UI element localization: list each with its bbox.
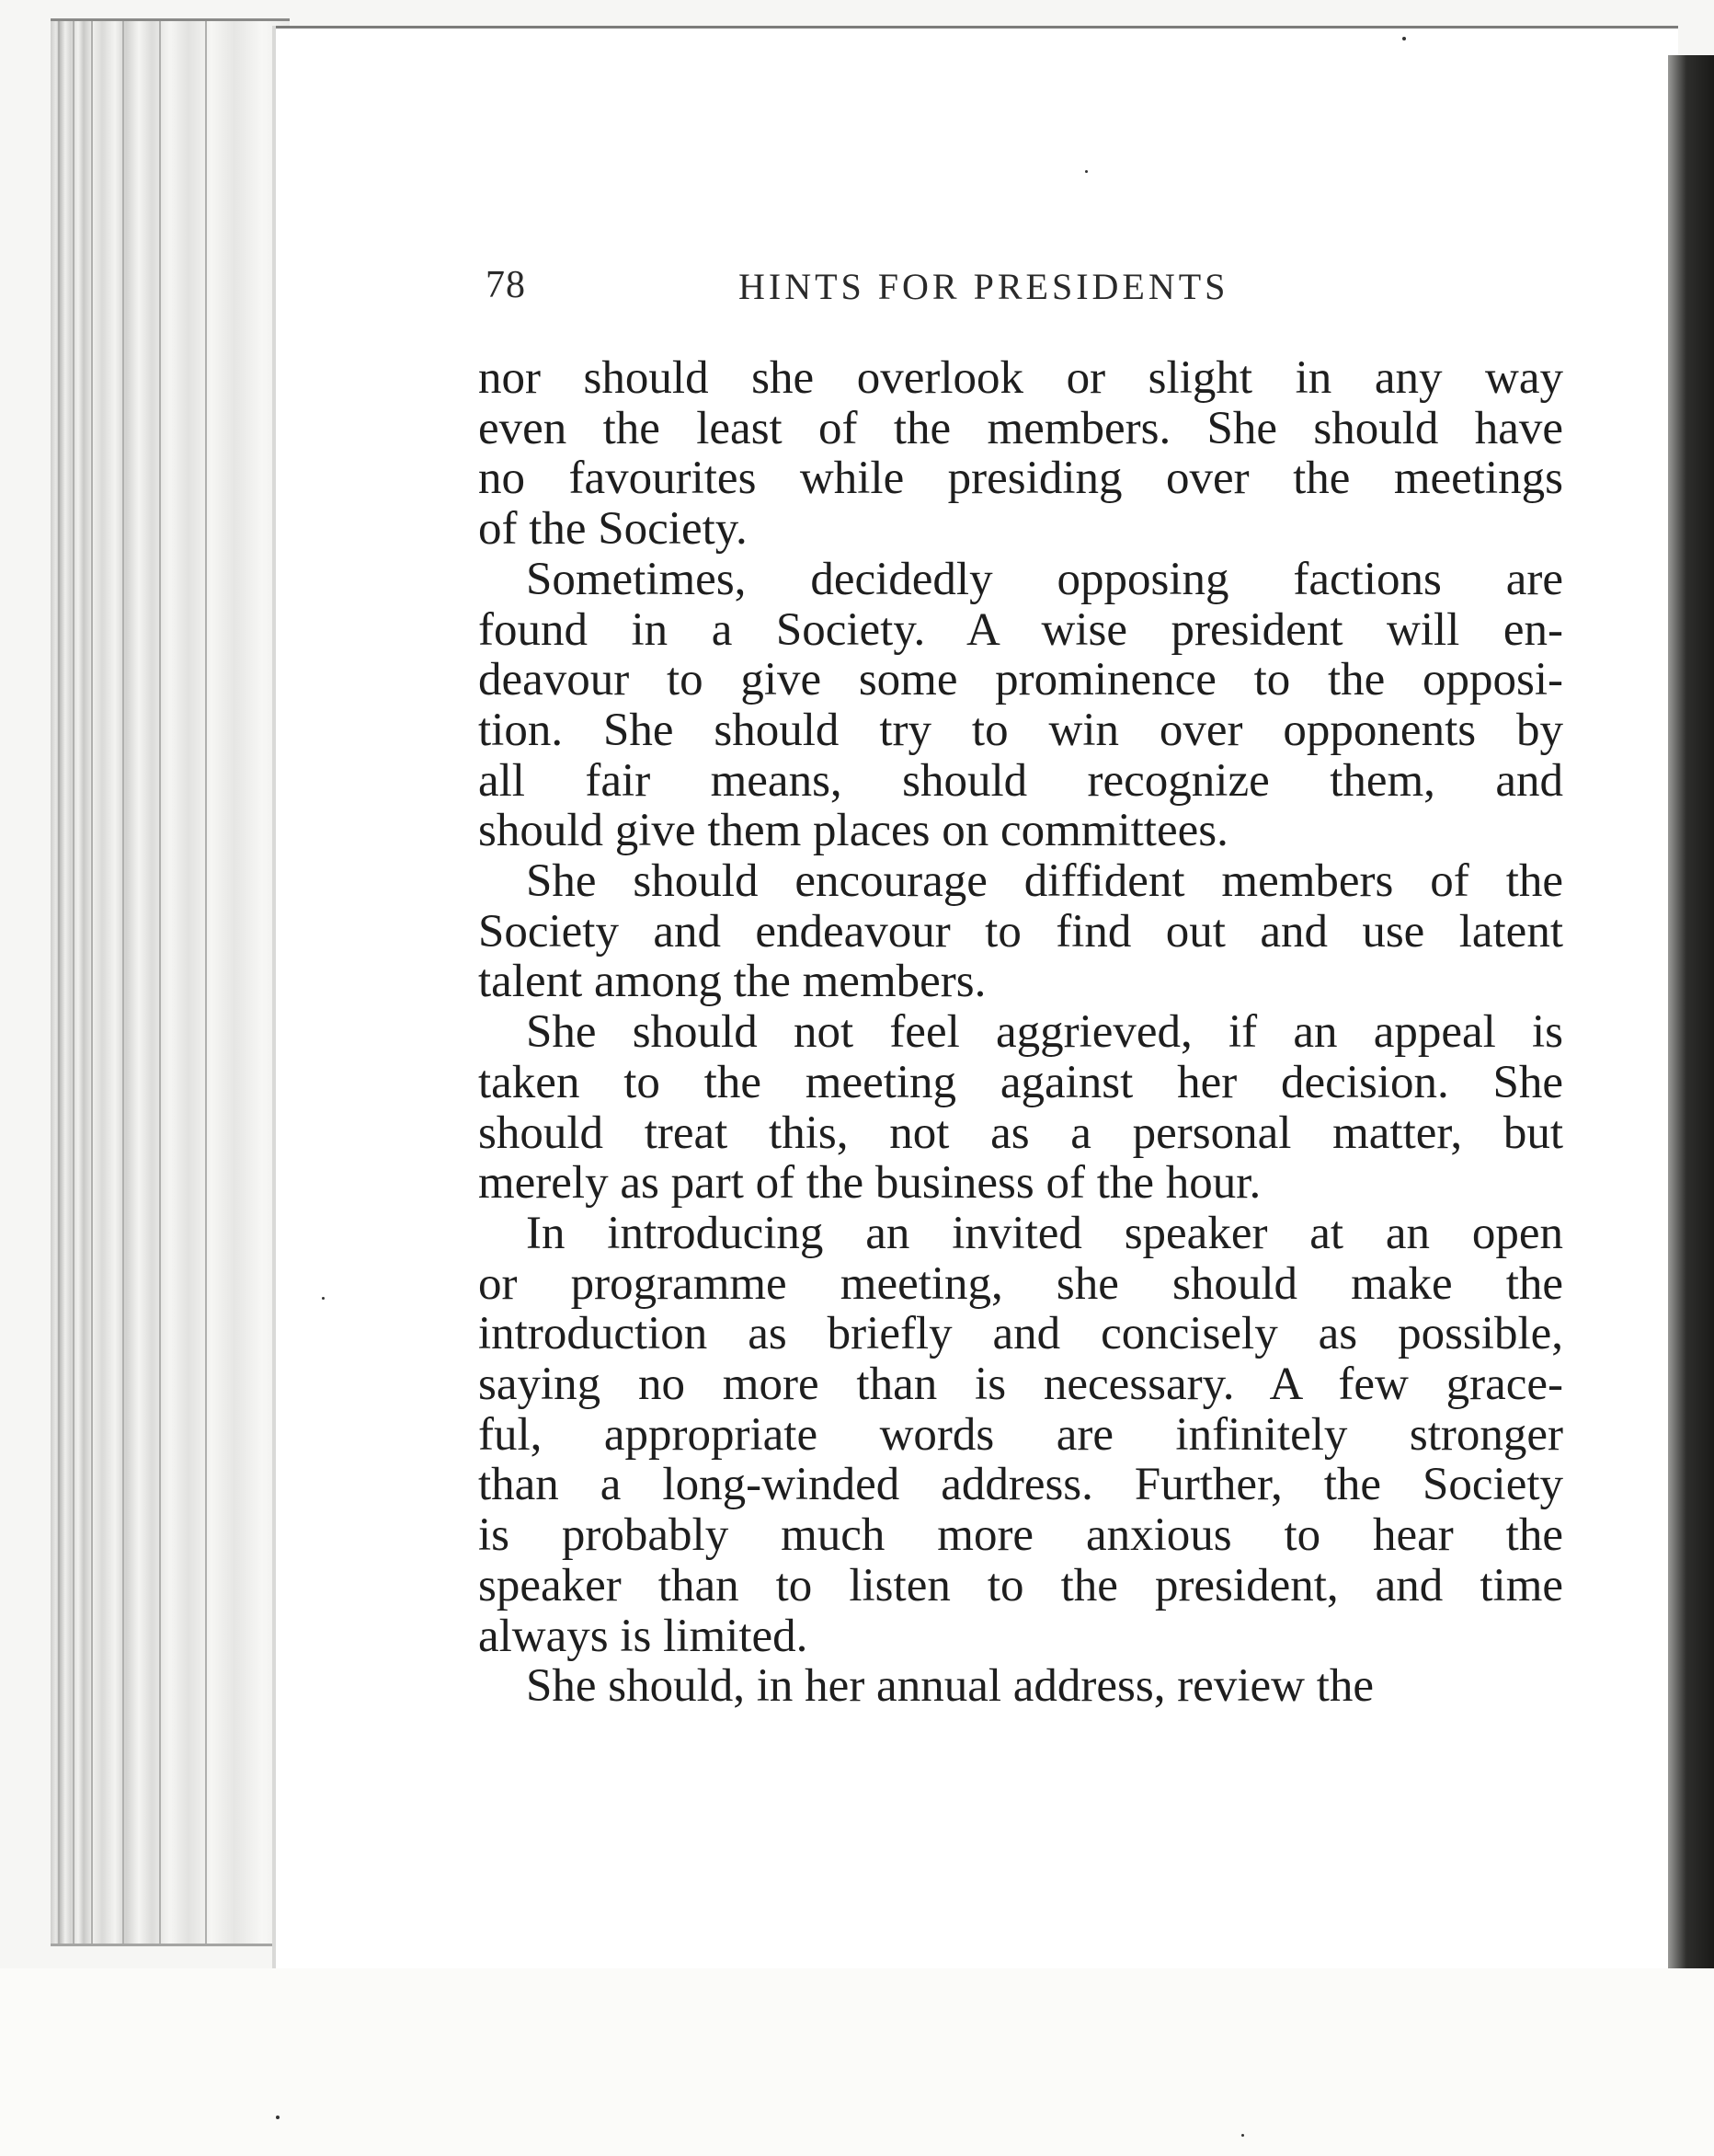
text-line: She should encourage diffident members of the bbox=[526, 855, 1563, 908]
text-line: Society and endeavour to find out and use latent bbox=[478, 905, 1563, 958]
text-line: or programme meeting, she should make the bbox=[478, 1257, 1563, 1310]
scan-margin-bottom bbox=[0, 1968, 1714, 2156]
text-line: even the least of the members. She should have bbox=[478, 402, 1563, 454]
paragraph bbox=[478, 856, 1563, 1007]
text-line: of the Society. bbox=[478, 503, 748, 556]
text-line: She should not feel aggrieved, if an appeal is bbox=[526, 1006, 1563, 1059]
paragraph bbox=[478, 1209, 1563, 1661]
text-line: taken to the meeting against her decision. She bbox=[478, 1056, 1563, 1108]
text-line: tion. She should try to win over opponents by bbox=[478, 704, 1563, 756]
text-line: talent among the members. bbox=[478, 956, 987, 1008]
running-head bbox=[486, 263, 1552, 318]
page-edge-line bbox=[159, 21, 161, 1944]
text-line: ful, appropriate words are infinitely stronger bbox=[478, 1408, 1563, 1461]
text-line: all fair means, should recognize them, and bbox=[478, 754, 1563, 807]
text-line: than a long-winded address. Further, the Society bbox=[478, 1459, 1563, 1511]
text-line: In introducing an invited speaker at an open bbox=[526, 1207, 1563, 1259]
dust-speck bbox=[1241, 2134, 1244, 2137]
paragraph bbox=[478, 555, 1563, 856]
text-line: is probably much more anxious to hear the bbox=[478, 1509, 1563, 1562]
page-stack-edges bbox=[51, 18, 290, 1946]
page-edge-line bbox=[73, 21, 74, 1944]
page-number: 78 bbox=[486, 264, 526, 306]
text-line: always is limited. bbox=[478, 1610, 808, 1662]
page-edge-line bbox=[91, 21, 93, 1944]
paragraph bbox=[478, 1007, 1563, 1209]
dust-speck bbox=[1085, 170, 1088, 173]
dust-speck bbox=[1402, 37, 1406, 40]
page-edge-line bbox=[58, 21, 60, 1944]
body-text bbox=[478, 353, 1563, 1712]
text-line: Sometimes, decidedly opposing factions are bbox=[526, 553, 1563, 605]
text-line: introduction as briefly and concisely as possible, bbox=[478, 1308, 1563, 1360]
page-edge-line bbox=[205, 21, 207, 1944]
text-line: should give them places on committees. bbox=[478, 805, 1228, 857]
text-line: speaker than to listen to the president, and time bbox=[478, 1559, 1563, 1611]
binding-gutter bbox=[1668, 55, 1714, 1996]
running-title: HINTS FOR PRESIDENTS bbox=[738, 266, 1229, 307]
text-line: no favourites while presiding over the meetings bbox=[478, 453, 1563, 505]
text-line: deavour to give some prominence to the opposi- bbox=[478, 654, 1563, 706]
paragraph bbox=[478, 353, 1563, 555]
text-line: should treat this, not as a personal matter, but bbox=[478, 1107, 1563, 1159]
text-line: She should, in her annual address, review the bbox=[526, 1660, 1375, 1713]
text-line: merely as part of the business of the hour. bbox=[478, 1157, 1262, 1210]
dust-speck bbox=[276, 2116, 280, 2119]
text-line: saying no more than is necessary. A few grace- bbox=[478, 1359, 1563, 1411]
text-line: nor should she overlook or slight in any way bbox=[478, 352, 1563, 404]
paragraph bbox=[478, 1661, 1563, 1712]
dust-speck bbox=[322, 1297, 325, 1300]
text-line: found in a Society. A wise president will en- bbox=[478, 603, 1563, 656]
page-edge-line bbox=[122, 21, 124, 1944]
